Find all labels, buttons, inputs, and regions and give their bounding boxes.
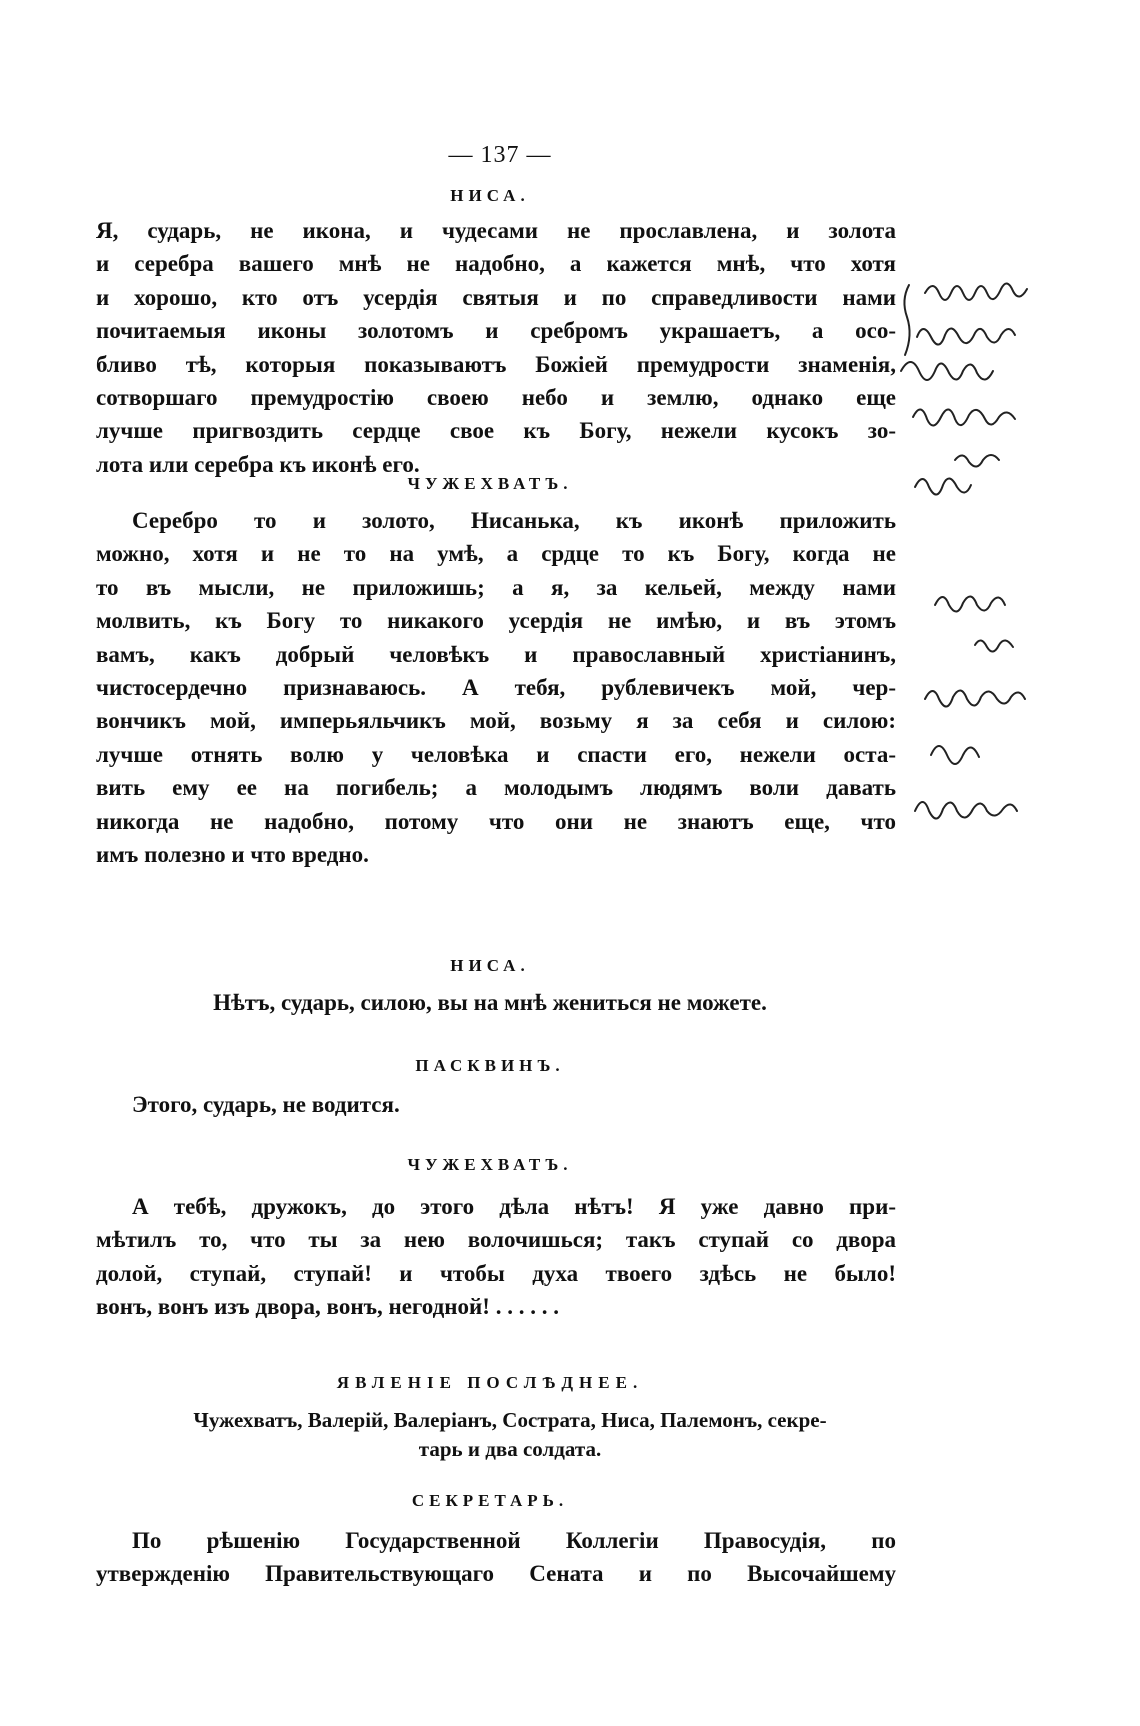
speaker-name: ЧУЖЕХВАТЪ. [407,474,573,493]
cast-line: Чужехватъ, Валерій, Валеріанъ, Сострата, Ниса, Палемонъ, секре- [193,1408,827,1432]
scribble-line-1 [925,283,1027,300]
text-line: вить ему ее на погибель; а молодымъ людямъ воли давать [96,775,896,801]
handwritten-marginalia [895,255,1135,935]
text-line: Этого, сударь, не водится. [132,1092,400,1117]
margin-bracket-stroke [904,285,909,355]
text-line: почитаемыя иконы золотомъ и сребромъ украшаетъ, а осо- [96,318,896,344]
speaker-name: НИСА. [450,186,530,205]
text-line: можно, хотя и не то на умѣ, а срдце то къ Богу, когда не [96,541,896,567]
text-line: и серебра вашего мнѣ не надобно, а кажется мнѣ, что хотя [96,251,896,277]
scribble-line-11 [915,802,1017,819]
text-line: имъ полезно и что вредно. [96,842,369,868]
text-line: лучше отнять волю у человѣка и спасти его, нежели оста- [96,741,896,767]
speech-paragraph [96,1524,896,1591]
text-line: долой, ступай, ступай! и чтобы духа твоего здѣсь не было! [96,1260,896,1286]
scribble-line-4 [913,409,1015,425]
page-number: — 137 — [448,142,552,168]
text-line: то въ мысли, не приложишь; а я, за кельей, между нами [96,574,896,600]
scribble-line-3 [901,362,993,380]
text-line: лота или серебра къ иконѣ его. [96,451,420,477]
text-line: лучше пригвоздить сердце свое къ Богу, нежели кусокъ зо- [96,418,896,444]
scene-heading: ЯВЛЕНІЕ ПОСЛѢДНЕЕ. [336,1373,644,1392]
text-line: По рѣшенію Государственной Коллегіи Правосудія, по [132,1528,896,1553]
text-line: никогда не надобно, потому что они не знаютъ еще, что [96,808,896,834]
speaker-name: СЕКРЕТАРЬ. [411,1491,569,1510]
speech-paragraph [96,1088,896,1121]
speaker-name: НИСА. [450,956,530,975]
speaker-name: ПАСКВИНЪ. [415,1056,565,1075]
text-line: бливо тѣ, которыя показываютъ Божіей премудрости знаменія, [96,351,896,377]
scribble-line-10 [931,746,979,764]
scribble-line-8 [975,640,1013,651]
scribble-line-9 [925,690,1025,706]
text-line: и хорошо, кто отъ усердія святыя и по справедливости нами [96,284,896,310]
text-line: вончикъ мой, имперьяльчикъ мой, возьму я за себя и силою: [96,708,896,734]
text-line: молвить, къ Богу то никакого усердія не имѣю, и въ этомъ [96,608,896,634]
text-line: вамъ, какъ добрый человѣкъ и православный христіанинъ, [96,641,896,667]
cast-line: тарь и два солдата. [418,1437,602,1461]
text-line: мѣтилъ то, что ты за нею волочишься; такъ ступай со двора [96,1227,896,1253]
cast-list [110,1406,910,1464]
speech-paragraph [96,504,896,871]
text-line: утвержденію Правительствующаго Сената и по Высочайшему [96,1561,896,1587]
scribble-line-2 [917,328,1015,344]
text-line: А тебѣ, дружокъ, до этого дѣла нѣтъ! Я уже давно при- [132,1194,896,1219]
text-line: вонъ, вонъ изъ двора, вонъ, негодной! . . . . . . [96,1294,559,1320]
speaker-name: ЧУЖЕХВАТЪ. [407,1155,573,1174]
speech-line: Нѣтъ, сударь, силою, вы на мнѣ жениться не можете. [213,990,767,1015]
scribble-line-6 [915,478,971,494]
text-line: чистосердечно признаваюсь. А тебя, рублевичекъ мой, чер- [96,675,896,701]
text-line: Серебро то и золото, Нисанька, къ иконѣ приложить [132,508,896,533]
text-line: сотворшаго премудростію своею небо и землю, однако еще [96,385,896,411]
speech-paragraph [96,1190,896,1324]
scribble-line-5 [955,455,999,467]
scribble-line-7 [935,596,1005,611]
speech-paragraph [96,214,896,481]
text-line: Я, сударь, не икона, и чудесами не прославлена, и золота [96,218,896,243]
